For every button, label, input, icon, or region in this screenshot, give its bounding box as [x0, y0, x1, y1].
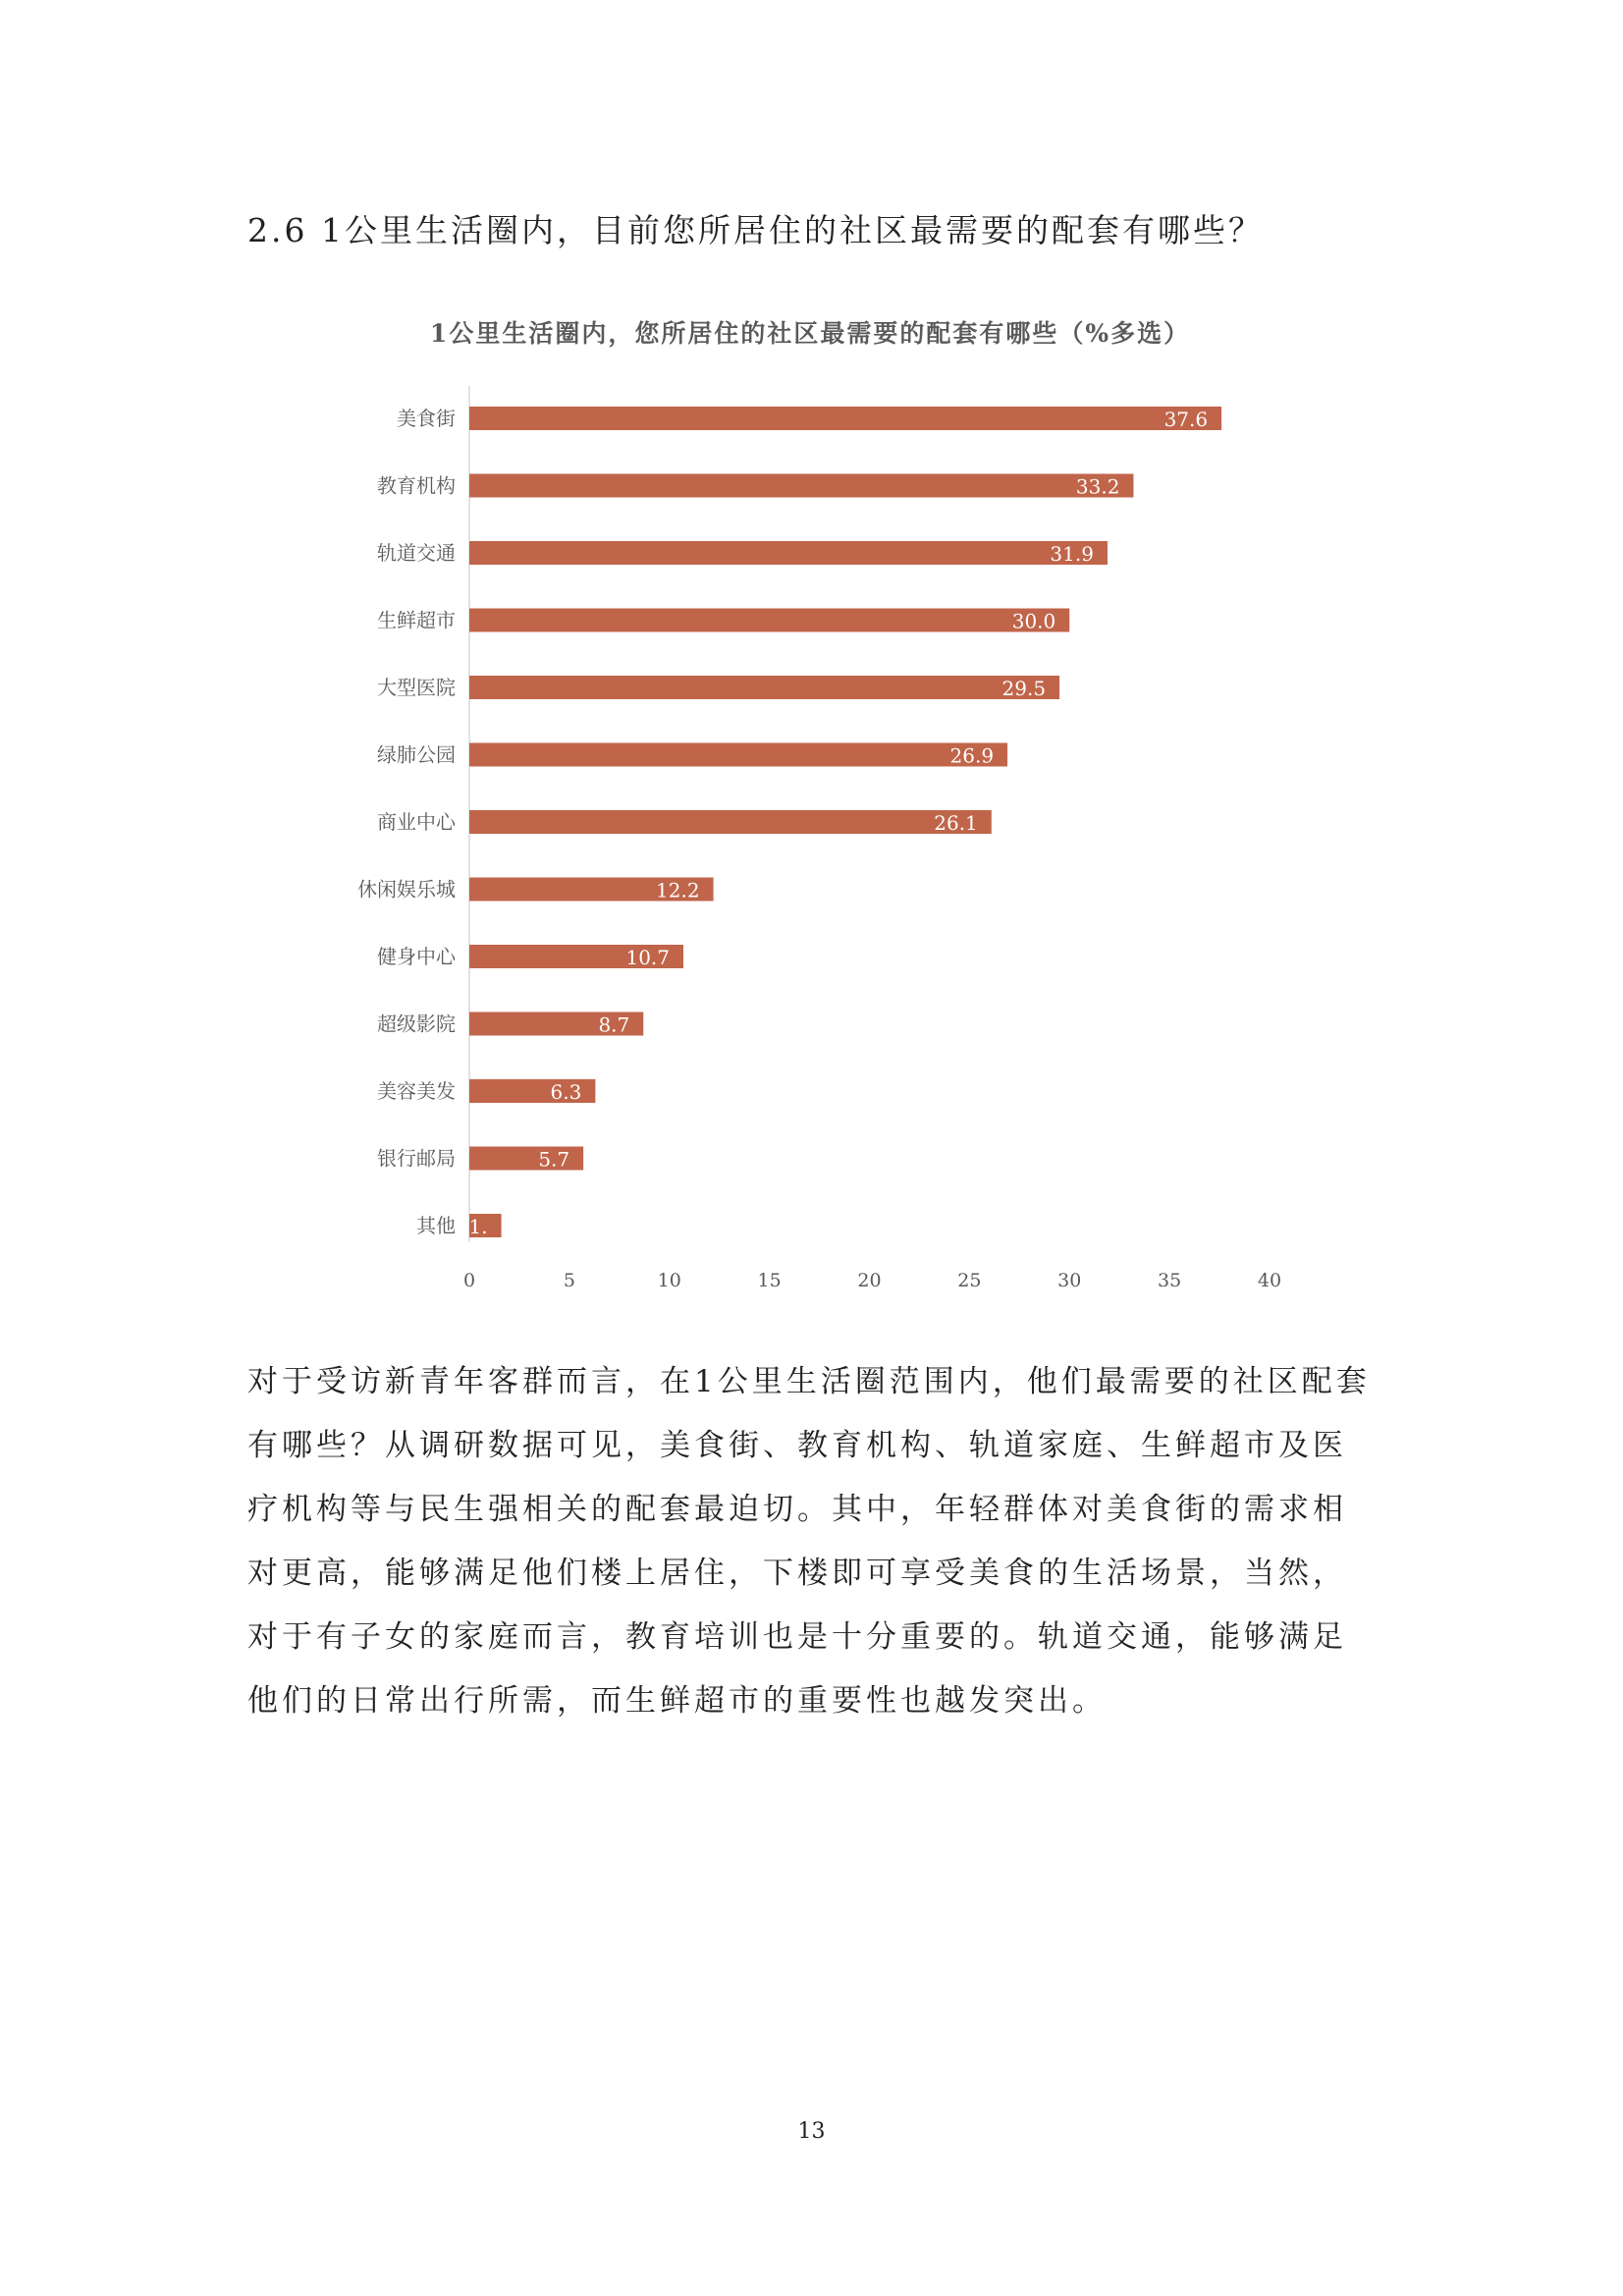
- x-tick-label: 20: [857, 1270, 882, 1291]
- bar: [469, 810, 992, 834]
- category-label: 生鲜超市: [377, 608, 456, 632]
- bar: [469, 743, 1007, 767]
- category-label: 其他: [416, 1214, 456, 1237]
- bar: [469, 407, 1221, 430]
- bar: [469, 474, 1133, 498]
- data-label: 37.6: [1163, 408, 1209, 431]
- category-label: 美食街: [397, 407, 456, 430]
- bar: [469, 676, 1059, 699]
- category-label: 教育机构: [377, 473, 456, 498]
- body-paragraph: 对于受访新青年客群而言，在1公里生活圈范围内，他们最需要的社区配套有哪些？从调研数据可见，美食街、教育机构、轨道家庭、生鲜超市及医疗机构等与民生强相关的配套最迫切。其中，年轻群体对美食街的需求相对更高，能够满足他们楼上居住，下楼即可享受美食的生活场景，当然，对于有子女的家庭而言，教育培训也是十分重要的。轨道交通，能够满足他们的日常出行所需，而生鲜超市的重要性也越发突出。: [247, 1364, 1371, 1719]
- category-label: 超级影院: [377, 1011, 456, 1036]
- category-label: 银行邮局: [377, 1146, 456, 1171]
- bar: [469, 609, 1069, 632]
- data-label: 31.9: [1050, 542, 1094, 566]
- category-label: 休闲娱乐城: [357, 877, 456, 902]
- category-label: 健身中心: [377, 945, 456, 968]
- data-label: 5.7: [538, 1147, 570, 1172]
- data-label: 33.2: [1075, 474, 1120, 499]
- data-label: 29.5: [1001, 677, 1047, 700]
- x-tick-label: 5: [563, 1270, 575, 1291]
- page-number: 13: [797, 2119, 826, 2144]
- x-tick-label: 30: [1057, 1270, 1082, 1291]
- x-tick-label: 25: [957, 1270, 982, 1291]
- data-label: 10.7: [625, 946, 671, 969]
- x-tick-label: 10: [657, 1270, 681, 1291]
- bar: [469, 541, 1108, 565]
- chart-container: [319, 295, 1301, 1316]
- category-label: 商业中心: [377, 810, 456, 834]
- data-label: 12.2: [656, 878, 700, 902]
- x-tick-label: 40: [1257, 1270, 1282, 1291]
- data-label: 26.1: [934, 811, 978, 835]
- data-label: 8.7: [598, 1012, 630, 1037]
- category-label: 大型医院: [377, 676, 456, 699]
- chart-title: 1公里生活圈内，您所居住的社区最需要的配套有哪些（%多选）: [429, 319, 1191, 348]
- x-tick-label: 35: [1158, 1270, 1182, 1291]
- section-heading: 2.6 1公里生活圈内，目前您所居住的社区最需要的配套有哪些？: [247, 211, 1264, 249]
- data-label: 1.: [468, 1215, 488, 1238]
- category-label: 美容美发: [377, 1079, 456, 1103]
- data-label: 30.0: [1011, 609, 1056, 633]
- data-label: 26.9: [949, 743, 995, 768]
- category-label: 绿肺公园: [377, 742, 456, 767]
- bar-chart: [319, 295, 1301, 1316]
- x-tick-label: 0: [462, 1270, 476, 1291]
- category-label: 轨道交通: [377, 541, 456, 565]
- data-label: 6.3: [550, 1080, 582, 1104]
- x-tick-label: 15: [757, 1270, 782, 1291]
